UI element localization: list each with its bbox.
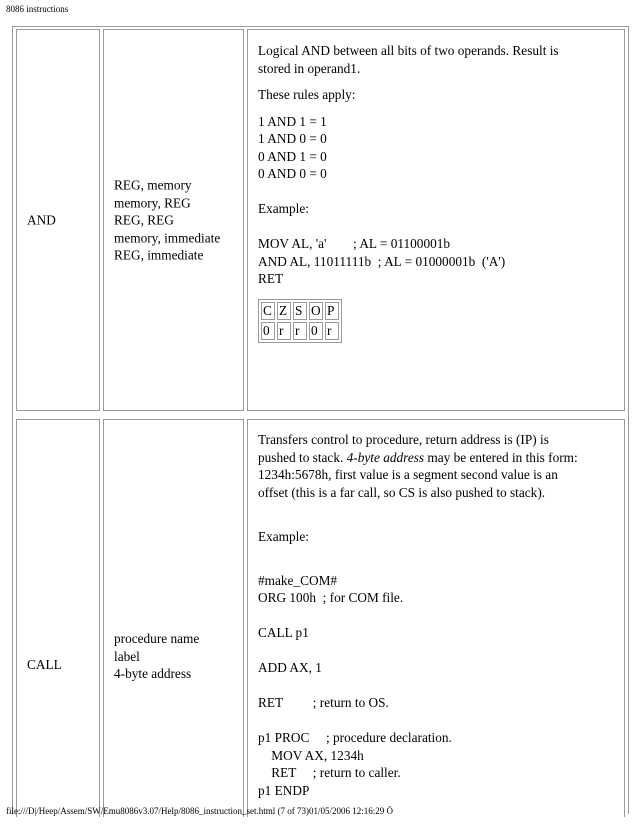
code-line: CALL p1 (258, 625, 309, 640)
flags-names-row (261, 302, 339, 320)
code-line: RET (258, 271, 284, 286)
operands-list (114, 176, 239, 264)
code-line: ADD AX, 1 (258, 660, 322, 675)
rule-line: 0 AND 0 = 0 (258, 166, 327, 181)
operand-item: memory, REG (114, 194, 191, 210)
rules-intro: These rules apply: (258, 87, 356, 102)
description-body (258, 431, 616, 799)
flag-name: Z (277, 302, 291, 320)
rule-line: 0 AND 1 = 0 (258, 148, 327, 164)
operands-cell (103, 419, 244, 817)
flag-value: 0 (309, 322, 323, 340)
flag-name: P (325, 302, 339, 320)
flags-table (258, 299, 342, 343)
instruction-cell (16, 29, 100, 411)
instruction-name: CALL (27, 657, 62, 672)
description-text: Transfers control to procedure, return address is (IP) is (258, 432, 549, 447)
description-body (258, 42, 616, 343)
code-line: p1 PROC ; procedure declaration. (258, 730, 452, 745)
description-cell (247, 419, 625, 817)
operand-item: REG, memory (114, 177, 192, 193)
code-line: RET ; return to caller. (258, 765, 401, 780)
flag-name: S (293, 302, 307, 320)
code-line: RET ; return to OS. (258, 695, 389, 710)
table-row-call (13, 417, 628, 815)
operand-item: label (114, 648, 140, 664)
code-line: AND AL, 11011111b ; AL = 01000001b ('A') (258, 253, 506, 269)
description-text: 1234h:5678h, first value is a segment second value is an (258, 467, 558, 482)
operand-item: memory, immediate (114, 229, 221, 245)
operand-item: REG, immediate (114, 247, 204, 263)
description-cell (247, 29, 625, 411)
code-line: ORG 100h ; for COM file. (258, 590, 404, 605)
flag-value: r (325, 322, 339, 340)
operands-list (114, 630, 239, 683)
flag-value: r (277, 322, 291, 340)
description-text: Logical AND between all bits of two operands. Result is (258, 43, 559, 58)
operands-cell (103, 29, 244, 411)
flag-value: 0 (261, 322, 275, 340)
code-line: #make_COM# (258, 572, 338, 588)
code-line: MOV AX, 1234h (258, 747, 364, 763)
flag-name: C (261, 302, 275, 320)
flag-name: O (309, 302, 323, 320)
code-line: p1 ENDP (258, 782, 310, 798)
flag-value: r (293, 322, 307, 340)
description-text (258, 449, 616, 467)
description-emphasis: 4-byte address (346, 449, 425, 465)
page-header: 8086 instructions (6, 4, 69, 14)
instruction-cell (16, 419, 100, 817)
operand-item: REG, REG (114, 212, 174, 228)
operand-item: procedure name (114, 631, 200, 646)
table-row-and (13, 27, 628, 413)
code-line: MOV AL, 'a' ; AL = 01100001b (258, 236, 451, 251)
description-text-part: pushed to stack. (258, 449, 347, 465)
example-label: Example: (258, 201, 309, 216)
description-text: stored in operand1. (258, 60, 361, 76)
page-footer: file:///D|/Heep/Assem/SW/Emu8086v3.07/Help/8086_instruction_set.html (7 of 73)01/05/2006 12:16:29 Ö (6, 806, 394, 816)
rule-line: 1 AND 1 = 1 (258, 113, 327, 129)
description-text: offset (this is a far call, so CS is also pushed to stack). (258, 484, 546, 500)
operand-item: 4-byte address (114, 666, 192, 681)
rule-line: 1 AND 0 = 0 (258, 131, 327, 146)
instruction-table (12, 26, 629, 814)
instruction-name: AND (27, 212, 56, 228)
description-text-part: may be entered in this form: (424, 449, 578, 465)
flags-values-row (261, 322, 339, 340)
example-label: Example: (258, 528, 309, 544)
